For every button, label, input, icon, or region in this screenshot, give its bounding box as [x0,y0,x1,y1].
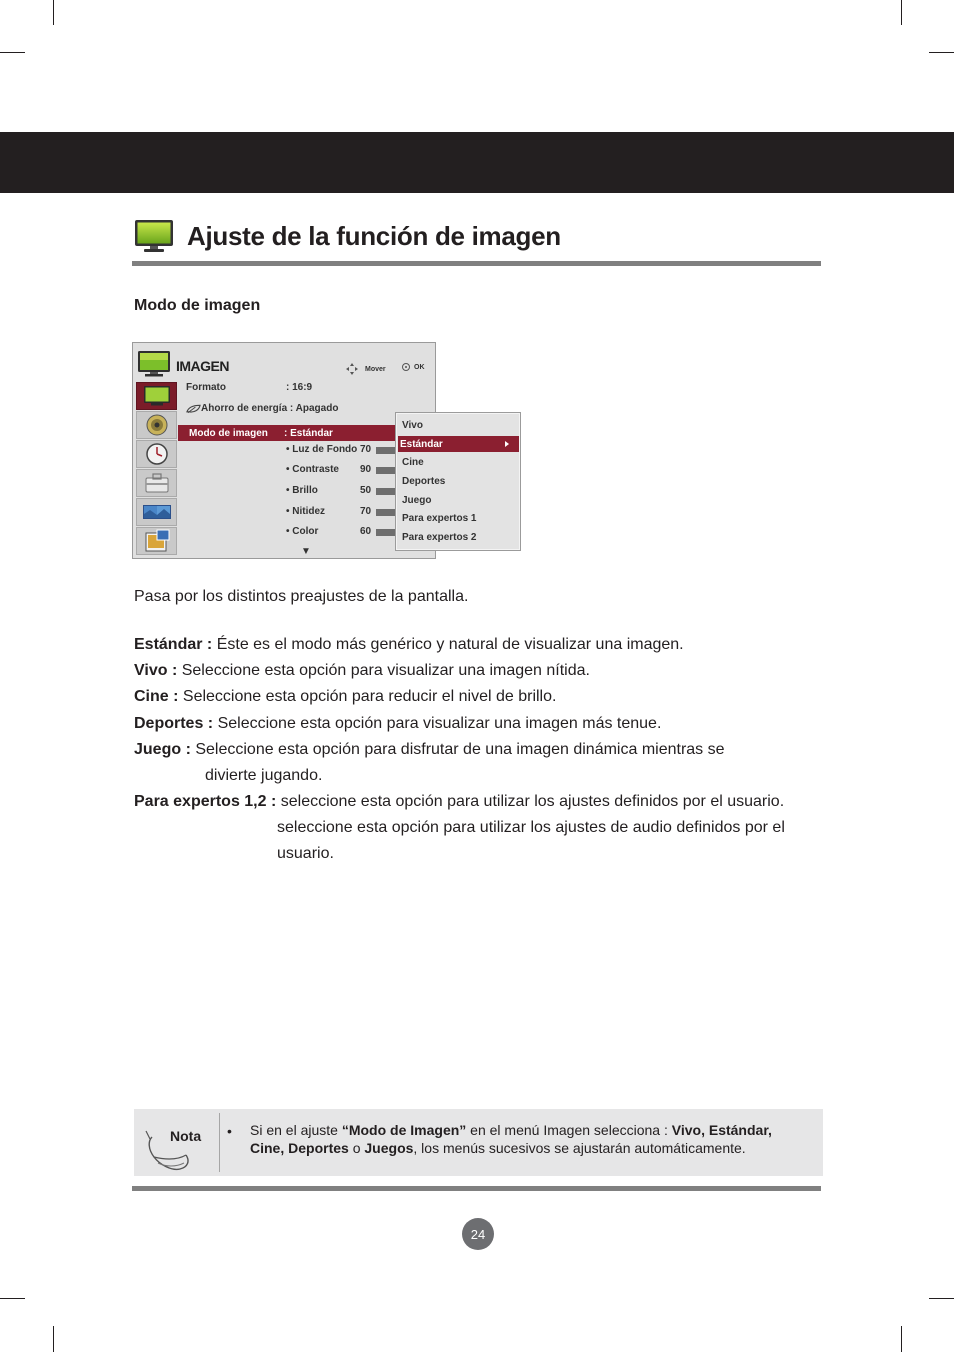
note-text: o [348,1140,365,1156]
note-text-bold: Cine, Deportes [250,1140,349,1156]
note-text: en el menú Imagen selecciona : [466,1122,672,1138]
picture-icon [143,385,171,407]
screen-icon [142,502,172,522]
desc-vivo-text: Seleccione esta opción para visualizar una imagen nítida. [177,662,590,679]
osd-setting-value: 70 [360,444,372,455]
osd-setting-label: • Nitidez [286,506,326,517]
osd-nav-hint [345,362,386,376]
popup-item-label: Estándar [400,439,443,450]
osd-setting-value: 90 [360,464,372,475]
leaf-icon [186,404,201,414]
term-expertos: Para expertos 1,2 : [134,793,277,810]
crop-mark [901,1326,902,1352]
osd-ok-label: OK [414,363,425,371]
monitor-icon [134,219,174,253]
osd-setting-value: 50 [360,485,372,496]
osd-row-energy: Ahorro de energía : Apagado [201,403,339,414]
note-box [134,1109,823,1176]
sidebar-item-screen[interactable] [136,498,177,526]
desc-deportes-text: Seleccione esta opción para visualizar una imagen más tenue. [213,715,662,732]
popup-item-expertos-2[interactable]: Para expertos 2 [402,532,477,543]
osd-title: IMAGEN [176,358,229,374]
title-underline [132,261,821,266]
osd-setting-label: • Brillo [286,485,318,496]
term-deportes: Deportes : [134,715,214,732]
title-row [134,216,561,256]
desc-cine-text: Seleccione esta opción para reducir el nivel de brillo. [178,688,557,705]
crop-mark [53,0,54,25]
note-line-2 [250,1140,746,1156]
osd-ok-hint [402,363,425,371]
crop-mark [929,52,954,53]
popup-item-juego[interactable]: Juego [402,495,432,506]
osd-setting-label: • Luz de Fondo [286,444,358,455]
osd-menu [132,342,436,559]
osd-row-formato-value: : 16:9 [286,382,313,393]
osd-row-formato-label: Formato [186,382,226,393]
clock-icon [145,442,169,466]
arrow-right-icon [505,441,509,447]
toolbox-icon [144,472,170,494]
term-vivo: Vivo : [134,662,178,679]
note-bullet: • [227,1123,232,1139]
sidebar-item-time[interactable] [136,440,177,468]
popup-item-deportes[interactable]: Deportes [402,476,446,487]
desc-cine [134,687,556,707]
note-text: , los menús sucesivos se ajustarán automáticamente. [413,1140,746,1156]
osd-sidebar [136,380,177,556]
desc-juego [134,740,725,760]
desc-expertos-cont: seleccione esta opción para utilizar los ajustes de audio definidos por el [277,819,785,836]
popup-item-vivo[interactable]: Vivo [402,420,423,431]
desc-expertos-cont-2: usuario. [277,845,334,862]
crop-mark [53,1326,54,1352]
sound-icon [145,413,169,437]
note-line-1 [250,1122,772,1138]
note-text-bold: Juegos [364,1140,414,1156]
sidebar-item-picture[interactable] [136,382,177,410]
photo-icon [143,529,171,553]
monitor-icon [138,351,170,377]
term-estandar: Estándar : [134,636,213,653]
sidebar-item-photo[interactable] [136,527,177,555]
section-heading: Modo de imagen [134,297,261,314]
osd-row-mode-value: : Estándar [284,428,333,439]
osd-setting-label: • Contraste [286,464,339,475]
osd-row-picture-mode[interactable] [178,425,398,441]
osd-move-label: Mover [365,365,386,373]
osd-setting-value: 70 [360,506,372,517]
page-title: Ajuste de la función de imagen [187,220,561,251]
popup-item-estandar[interactable] [398,436,519,452]
term-cine: Cine : [134,688,179,705]
header-band [0,132,954,193]
ok-button-icon [402,363,410,371]
osd-row-mode-label: Modo de imagen [189,428,268,439]
desc-vivo [134,661,590,681]
crop-mark [0,52,25,53]
note-divider [219,1113,220,1172]
sidebar-item-option[interactable] [136,469,177,497]
note-text-bold: Vivo, Estándar, [671,1122,772,1138]
crop-mark [0,1298,25,1299]
desc-estandar [134,635,684,655]
crop-mark [929,1298,954,1299]
footer-rule [132,1186,821,1191]
intro-text: Pasa por los distintos preajustes de la pantalla. [134,588,469,605]
desc-expertos [134,792,784,812]
desc-juego-cont: divierte jugando. [205,767,323,784]
popup-item-cine[interactable]: Cine [402,457,424,468]
osd-setting-label: • Color [286,526,319,537]
popup-item-expertos-1[interactable]: Para expertos 1 [402,513,477,524]
desc-deportes [134,714,661,734]
note-text-bold: “Modo de Imagen” [341,1122,467,1138]
osd-setting-value: 60 [360,526,372,537]
sidebar-item-sound[interactable] [136,411,177,439]
crop-mark [901,0,902,25]
page-number: 24 [462,1218,494,1250]
note-label: Nota [170,1128,202,1144]
move-arrows-icon [345,362,359,376]
desc-estandar-text: Éste es el modo más genérico y natural de visualizar una imagen. [212,636,684,653]
scroll-down-icon[interactable]: ▼ [301,546,311,557]
picture-mode-popup [395,412,521,551]
term-juego: Juego : [134,741,191,758]
desc-expertos-text: seleccione esta opción para utilizar los ajustes definidos por el usuario. [276,793,785,810]
note-text: Si en el ajuste [250,1122,342,1138]
desc-juego-text: Seleccione esta opción para disfrutar de una imagen dinámica mientras se [190,741,725,758]
